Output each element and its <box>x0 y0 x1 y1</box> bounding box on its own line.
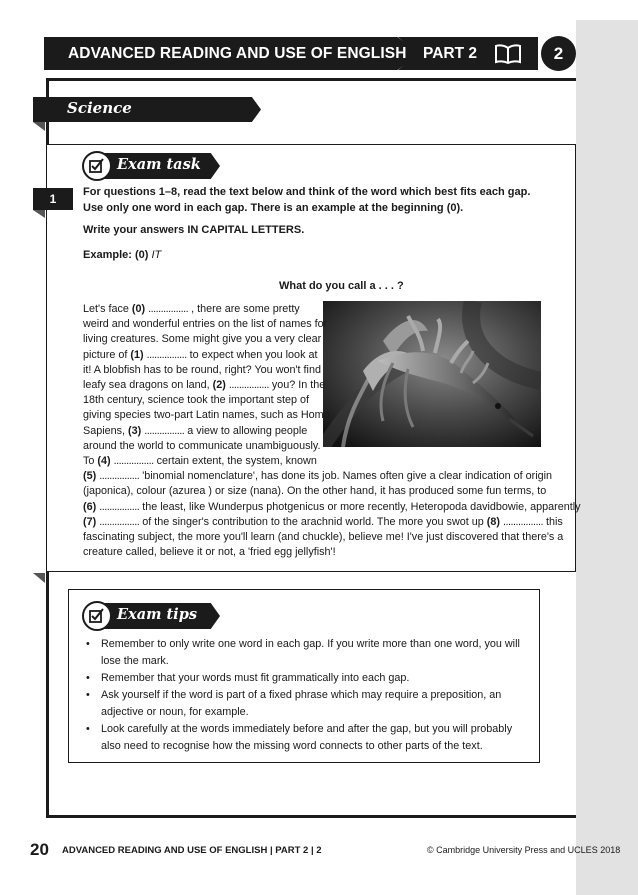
gap-number: (2) <box>212 379 226 391</box>
article-line <box>83 348 317 363</box>
article-line <box>83 408 330 423</box>
article-text-segment: the least, like Wunderpus photgenicus or more recently, Heteropoda davidbowie, apparently <box>139 500 581 513</box>
article-text-segment: , there are some pretty <box>188 303 300 315</box>
article-text-segment: To <box>83 455 98 467</box>
question-tab-fold <box>33 210 45 218</box>
article-line <box>83 332 321 347</box>
article-line <box>83 363 321 378</box>
article-text-segment: to expect when you look at <box>186 348 318 361</box>
article-line <box>83 393 309 408</box>
article-text-segment: certain extent, the system, known <box>153 455 317 467</box>
bullet-icon: • <box>86 672 90 684</box>
task-instruction: For questions 1–8, read the text below and think of the word which best fits each gap. Use only one word in each gap. There is an example at the beginning (0). <box>83 186 531 214</box>
gap-number: (5) <box>83 470 97 483</box>
tip-item: Look carefully at the words immediately before and after the gap, but you will probably also need to recognise how the missing word connects to other parts of the text. <box>101 723 513 752</box>
answer-gap[interactable]: ................ <box>113 455 154 467</box>
article-text-segment: of the singer's contribution to the arachnid world. The more you swot up <box>139 515 487 528</box>
gap-number: (4) <box>97 455 111 467</box>
article-text-segment: 'binomial nomenclature', has done its job. Names often give a clear indication of origin <box>139 470 553 483</box>
footer-copyright: © Cambridge University Press and UCLES 2018 <box>427 845 621 855</box>
header-number-badge: 2 <box>541 36 576 71</box>
sea-dragon-photo <box>323 301 541 447</box>
article-text-segment: giving species two-part Latin names, such as Homo <box>83 409 330 422</box>
article-title: What do you call a . . . ? <box>279 280 404 292</box>
article-line <box>83 515 563 530</box>
answer-gap[interactable]: ................ <box>99 470 140 483</box>
gap-number: (6) <box>83 500 97 513</box>
article-text-segment: this <box>542 515 563 528</box>
exam-tips-label: Exam tips <box>117 606 197 623</box>
gap-number: (1) <box>130 348 144 361</box>
section-title: Science <box>67 99 132 117</box>
article-text-segment: a view to allowing people <box>184 424 308 437</box>
article-line <box>83 378 325 393</box>
header-title: ADVANCED READING AND USE OF ENGLISH <box>68 45 407 62</box>
article-text-segment: you? In the <box>268 379 326 391</box>
answer-gap[interactable]: ................ <box>502 515 543 528</box>
bullet-icon: • <box>86 638 90 650</box>
header-part: PART 2 <box>423 45 477 62</box>
example-answer: IT <box>151 249 162 261</box>
section-banner-fold <box>33 122 45 131</box>
tip-item: Ask yourself if the word is part of a fixed phrase which may require a preposition, an adjective or noun, for example. <box>101 689 502 718</box>
footer-title: ADVANCED READING AND USE OF ENGLISH | PART 2 | 2 <box>62 845 322 856</box>
gap-number: (0) <box>131 303 146 315</box>
article-text-segment: it! A blobfish has to be round, right? You won't find <box>83 363 321 376</box>
answer-gap[interactable]: ................ <box>144 424 185 437</box>
tip-item: Remember to only write one word in each gap. If you write more than one word, you will lose the mark. <box>101 638 520 667</box>
article-line <box>83 454 317 469</box>
article-line <box>83 424 307 439</box>
bullet-icon: • <box>86 689 90 701</box>
article-text-segment: 18th century, science took the important step of <box>83 394 310 407</box>
article-line <box>83 469 552 484</box>
article-line <box>83 545 336 560</box>
gap-number: (3) <box>128 424 142 437</box>
article-text-segment: weird and wonderful entries on the list of names for <box>83 318 328 331</box>
article-line <box>83 484 546 499</box>
book-icon <box>495 44 521 64</box>
gap-number: (7) <box>83 515 97 528</box>
gap-number: (8) <box>486 515 500 528</box>
answer-gap[interactable]: ................ <box>228 379 269 391</box>
article-line <box>83 302 300 317</box>
answer-gap[interactable]: ................ <box>99 515 140 528</box>
exam-task-label: Exam task <box>117 156 201 173</box>
side-gray-bar <box>576 20 638 895</box>
checkbox-icon <box>82 601 112 631</box>
article-line <box>83 317 327 332</box>
article-text-segment: Sapiens, <box>83 424 129 437</box>
lower-banner-fold <box>33 573 45 583</box>
article-text-segment: around the world to communicate unambiguously. <box>83 439 321 452</box>
article-line <box>83 439 320 454</box>
example-line <box>83 248 161 263</box>
example-label: Example: (0) <box>83 249 149 261</box>
footer-page-number: 20 <box>30 840 49 859</box>
checkbox-icon <box>82 151 112 181</box>
answer-gap[interactable]: ................ <box>146 348 187 361</box>
article-line <box>83 530 563 545</box>
question-number-tab: 1 <box>33 188 73 210</box>
article-text-segment: (japonica), colour (azurea ) or size (nana). On the other hand, it has produced some fun terms, to <box>83 485 547 498</box>
answer-gap[interactable]: ................ <box>148 303 189 315</box>
article-text-segment: fascinating subject, the more you'll learn (and chuckle), believe me! I've just discovered that there's a <box>83 531 564 543</box>
caps-note: Write your answers IN CAPITAL LETTERS. <box>83 224 305 236</box>
article-text-segment: creature called, believe it or not, a 'fried egg jellyfish'! <box>83 546 336 559</box>
article-text-segment: picture of <box>83 348 131 361</box>
tip-item: Remember that your words must fit grammatically into each gap. <box>101 672 410 684</box>
article-text-segment: living creatures. Some might give you a very clear <box>83 333 322 346</box>
article-text-segment: leafy sea dragons on land, <box>83 379 213 391</box>
answer-gap[interactable]: ................ <box>99 500 140 513</box>
article-line <box>83 500 581 515</box>
article-text-segment: Let's face <box>83 303 132 315</box>
bullet-icon: • <box>86 723 90 735</box>
